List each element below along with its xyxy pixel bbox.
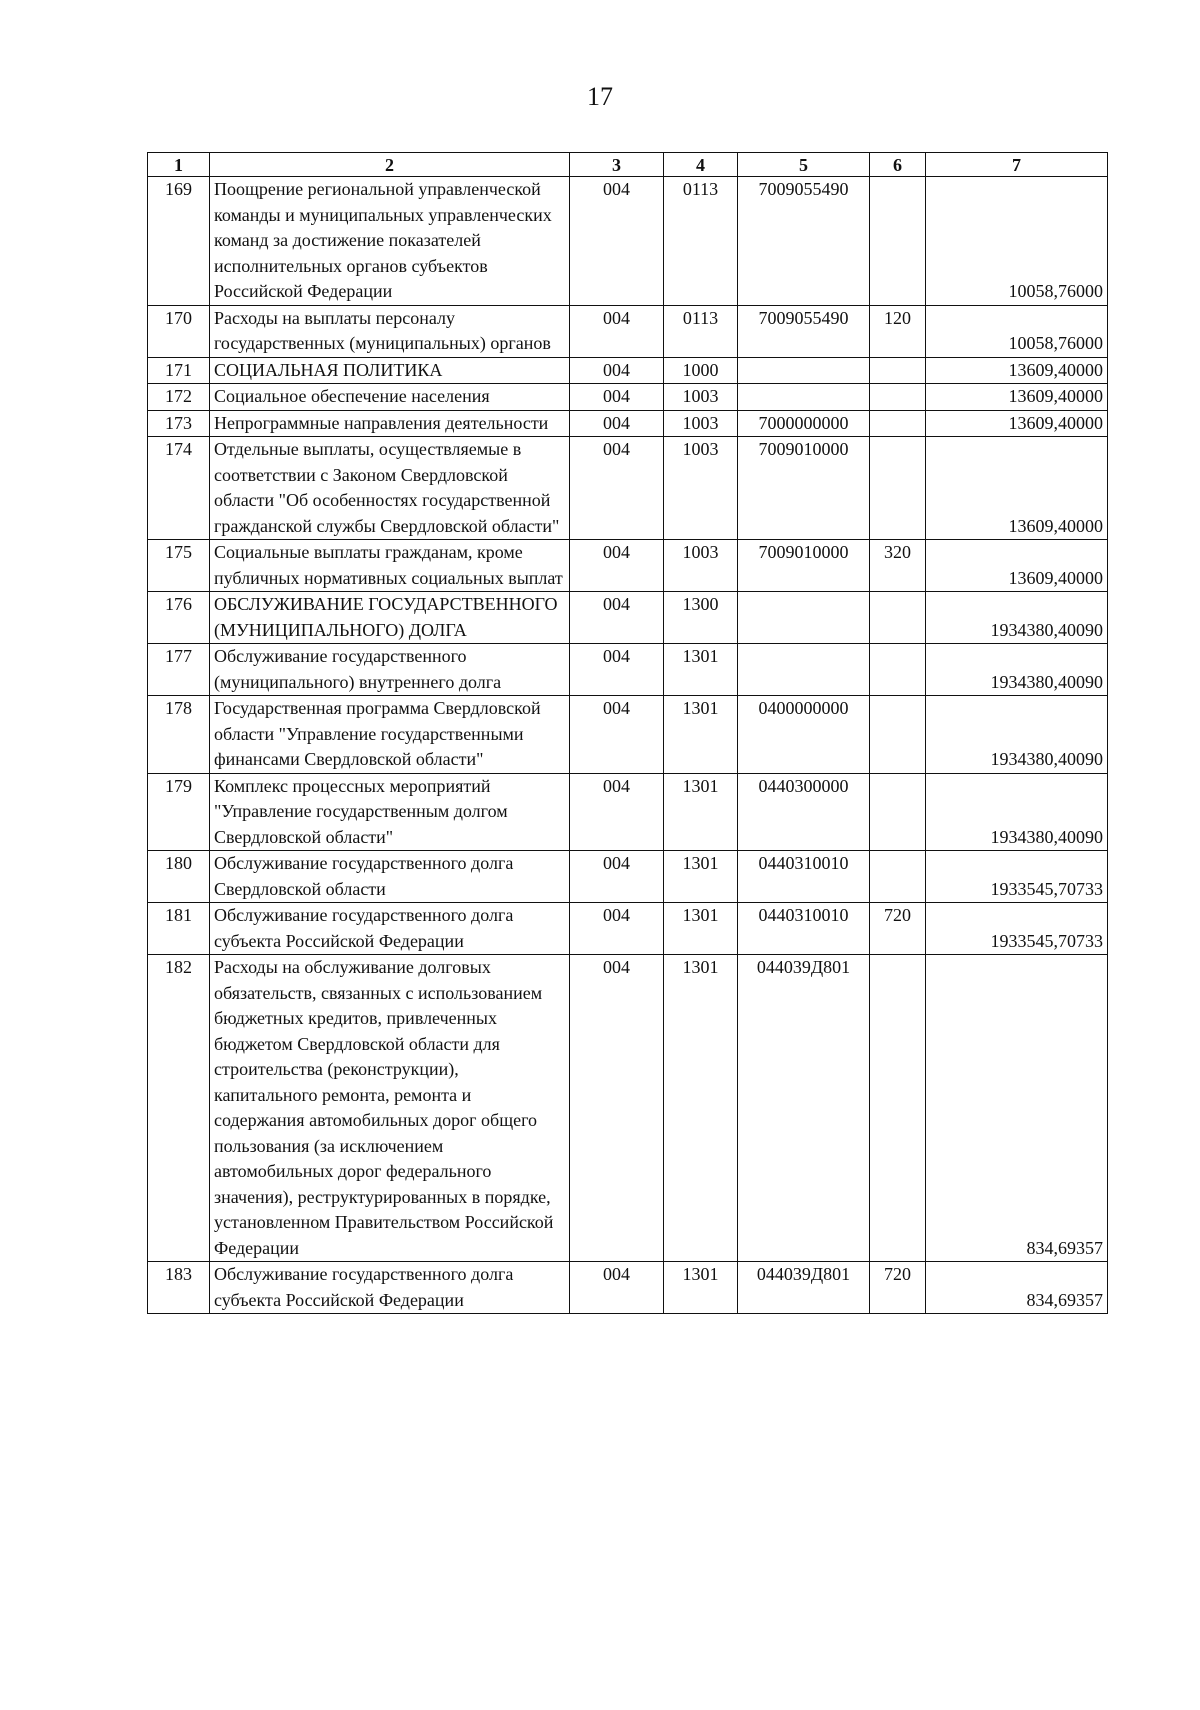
row-code-col6 — [870, 437, 926, 540]
row-number: 177 — [148, 644, 210, 696]
row-sum: 10058,76000 — [926, 177, 1108, 306]
row-code-col4: 1301 — [664, 696, 738, 774]
row-sum: 1933545,70733 — [926, 903, 1108, 955]
row-code-col4: 1301 — [664, 851, 738, 903]
row-name: ОБСЛУЖИВАНИЕ ГОСУДАРСТВЕННОГО (МУНИЦИПАЛЬНОГО) ДОЛГА — [210, 592, 570, 644]
table-row — [148, 384, 1108, 411]
row-number: 172 — [148, 384, 210, 411]
row-code-col6 — [870, 177, 926, 306]
row-code-col6 — [870, 410, 926, 437]
row-code-col4: 1301 — [664, 903, 738, 955]
row-code-col4: 1003 — [664, 540, 738, 592]
row-code-col3: 004 — [570, 851, 664, 903]
row-code-col3: 004 — [570, 305, 664, 357]
row-name: Поощрение региональной управленческой команды и муниципальных управленческих команд за достижение показателей исполнительных органов субъектов Российской Федерации — [210, 177, 570, 306]
row-name: Социальные выплаты гражданам, кроме публичных нормативных социальных выплат — [210, 540, 570, 592]
row-code-col4: 1003 — [664, 410, 738, 437]
row-code-col5: 7000000000 — [738, 410, 870, 437]
row-sum: 1934380,40090 — [926, 696, 1108, 774]
header-row — [148, 153, 1108, 177]
row-code-col4: 1300 — [664, 592, 738, 644]
row-code-col3: 004 — [570, 696, 664, 774]
row-code-col3: 004 — [570, 1262, 664, 1314]
row-sum: 13609,40000 — [926, 384, 1108, 411]
row-sum: 1934380,40090 — [926, 592, 1108, 644]
row-code-col3: 004 — [570, 644, 664, 696]
row-code-col5: 7009010000 — [738, 437, 870, 540]
row-number: 171 — [148, 357, 210, 384]
table-row — [148, 437, 1108, 540]
row-number: 173 — [148, 410, 210, 437]
row-number: 181 — [148, 903, 210, 955]
row-code-col3: 004 — [570, 955, 664, 1262]
row-code-col6: 320 — [870, 540, 926, 592]
row-code-col5: 7009010000 — [738, 540, 870, 592]
row-name: Расходы на обслуживание долговых обязательств, связанных с использованием бюджетных кредитов, привлеченных бюджетом Свердловской области для строительства (реконструкции), капитального ремонта, ремонта и содержания автомобильных дорог общего пользования (за исключением автомобильных дорог федерального значения), реструктурированных в порядке, установленном Правительством Российской Федерации — [210, 955, 570, 1262]
row-code-col4: 1301 — [664, 1262, 738, 1314]
row-code-col6 — [870, 773, 926, 851]
table-row — [148, 1262, 1108, 1314]
row-sum: 13609,40000 — [926, 410, 1108, 437]
row-name: Обслуживание государственного долга субъекта Российской Федерации — [210, 1262, 570, 1314]
row-code-col3: 004 — [570, 177, 664, 306]
row-sum: 13609,40000 — [926, 540, 1108, 592]
row-code-col6 — [870, 851, 926, 903]
row-sum: 10058,76000 — [926, 305, 1108, 357]
page-number: 17 — [587, 82, 613, 111]
row-number: 174 — [148, 437, 210, 540]
row-code-col3: 004 — [570, 437, 664, 540]
row-number: 182 — [148, 955, 210, 1262]
col-header-4: 4 — [664, 153, 738, 177]
table-row — [148, 955, 1108, 1262]
table-body — [148, 177, 1108, 1314]
row-code-col5 — [738, 384, 870, 411]
row-number: 179 — [148, 773, 210, 851]
row-sum: 13609,40000 — [926, 357, 1108, 384]
row-number: 180 — [148, 851, 210, 903]
col-header-3: 3 — [570, 153, 664, 177]
row-code-col6 — [870, 955, 926, 1262]
row-number: 183 — [148, 1262, 210, 1314]
row-name: Обслуживание государственного (муниципального) внутреннего долга — [210, 644, 570, 696]
row-code-col4: 1000 — [664, 357, 738, 384]
row-name: Отдельные выплаты, осуществляемые в соответствии с Законом Свердловской области "Об особенностях государственной гражданской службы Свердловской области" — [210, 437, 570, 540]
row-name: Государственная программа Свердловской области "Управление государственными финансами Свердловской области" — [210, 696, 570, 774]
row-code-col6: 120 — [870, 305, 926, 357]
row-code-col6 — [870, 357, 926, 384]
row-code-col3: 004 — [570, 357, 664, 384]
row-sum: 834,69357 — [926, 955, 1108, 1262]
table-row — [148, 305, 1108, 357]
col-header-6: 6 — [870, 153, 926, 177]
row-code-col6 — [870, 696, 926, 774]
table-row — [148, 851, 1108, 903]
row-number: 169 — [148, 177, 210, 306]
row-code-col4: 1301 — [664, 644, 738, 696]
row-sum: 1934380,40090 — [926, 773, 1108, 851]
budget-table — [147, 152, 1108, 1314]
row-code-col3: 004 — [570, 410, 664, 437]
row-code-col5: 7009055490 — [738, 177, 870, 306]
row-number: 175 — [148, 540, 210, 592]
col-header-5: 5 — [738, 153, 870, 177]
row-name: Обслуживание государственного долга Свердловской области — [210, 851, 570, 903]
row-code-col3: 004 — [570, 903, 664, 955]
row-code-col4: 1301 — [664, 773, 738, 851]
row-code-col5: 0440300000 — [738, 773, 870, 851]
col-header-1: 1 — [148, 153, 210, 177]
row-code-col5 — [738, 592, 870, 644]
table-row — [148, 410, 1108, 437]
table-row — [148, 592, 1108, 644]
row-sum: 13609,40000 — [926, 437, 1108, 540]
row-name: Социальное обеспечение населения — [210, 384, 570, 411]
row-code-col5 — [738, 644, 870, 696]
row-code-col3: 004 — [570, 773, 664, 851]
row-number: 170 — [148, 305, 210, 357]
row-number: 178 — [148, 696, 210, 774]
row-code-col3: 004 — [570, 592, 664, 644]
table-row — [148, 773, 1108, 851]
row-code-col4: 1301 — [664, 955, 738, 1262]
row-name: Обслуживание государственного долга субъекта Российской Федерации — [210, 903, 570, 955]
row-code-col4: 1003 — [664, 437, 738, 540]
row-code-col3: 004 — [570, 540, 664, 592]
row-code-col6: 720 — [870, 1262, 926, 1314]
row-name: СОЦИАЛЬНАЯ ПОЛИТИКА — [210, 357, 570, 384]
table-row — [148, 357, 1108, 384]
table-row — [148, 177, 1108, 306]
row-code-col5: 0440310010 — [738, 903, 870, 955]
row-code-col4: 0113 — [664, 305, 738, 357]
row-code-col5: 0440310010 — [738, 851, 870, 903]
row-code-col5: 044039Д801 — [738, 1262, 870, 1314]
row-name: Комплекс процессных мероприятий "Управление государственным долгом Свердловской области" — [210, 773, 570, 851]
table-row — [148, 644, 1108, 696]
row-code-col3: 004 — [570, 384, 664, 411]
table-row — [148, 696, 1108, 774]
row-sum: 834,69357 — [926, 1262, 1108, 1314]
table-row — [148, 903, 1108, 955]
row-sum: 1934380,40090 — [926, 644, 1108, 696]
row-code-col5: 044039Д801 — [738, 955, 870, 1262]
row-code-col5 — [738, 357, 870, 384]
row-number: 176 — [148, 592, 210, 644]
row-code-col5: 0400000000 — [738, 696, 870, 774]
row-name: Непрограммные направления деятельности — [210, 410, 570, 437]
row-sum: 1933545,70733 — [926, 851, 1108, 903]
row-code-col5: 7009055490 — [738, 305, 870, 357]
table-row — [148, 540, 1108, 592]
row-code-col6 — [870, 644, 926, 696]
row-code-col6 — [870, 592, 926, 644]
row-code-col6: 720 — [870, 903, 926, 955]
col-header-7: 7 — [926, 153, 1108, 177]
col-header-2: 2 — [210, 153, 570, 177]
row-code-col4: 1003 — [664, 384, 738, 411]
row-code-col6 — [870, 384, 926, 411]
row-code-col4: 0113 — [664, 177, 738, 306]
row-name: Расходы на выплаты персоналу государственных (муниципальных) органов — [210, 305, 570, 357]
